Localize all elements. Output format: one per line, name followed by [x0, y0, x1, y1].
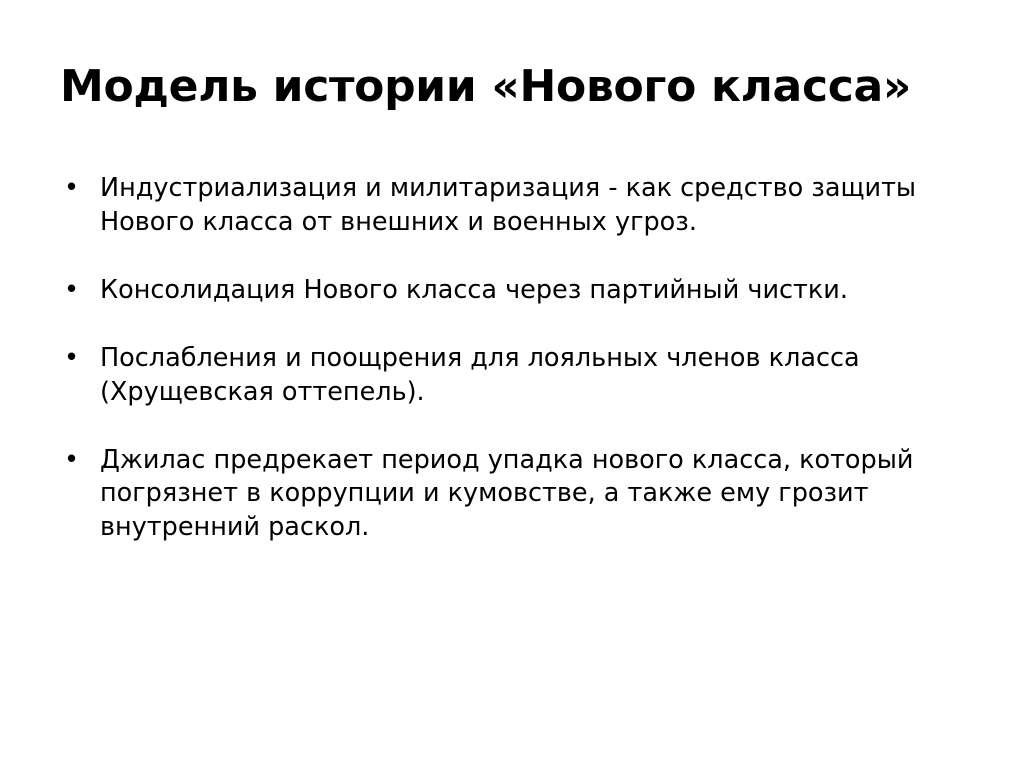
list-item [52, 172, 982, 240]
page-title: Модель истории «Нового класса» [60, 61, 912, 112]
list-item [52, 274, 982, 308]
list-item [52, 342, 982, 410]
list-item-text: Джилас предрекает период упадка нового класса, который погрязнет в коррупции и кумовстве, а также ему грозит внутренний раскол. [100, 444, 914, 543]
list-item [52, 444, 982, 546]
list-item-text: Консолидация Нового класса через партийный чистки. [100, 274, 848, 305]
bullet-list [52, 172, 982, 545]
list-item-text: Послабления и поощрения для лояльных членов класса (Хрущевская оттепель). [100, 342, 860, 407]
bullet-point-icon: • [64, 444, 80, 475]
bullet-point-icon: • [64, 342, 80, 373]
list-item-text: Индустриализация и милитаризация - как средство защиты Нового класса от внешних и военных угроз. [100, 173, 917, 237]
bullet-point-icon: • [64, 173, 80, 203]
bullet-point-icon: • [64, 274, 80, 305]
